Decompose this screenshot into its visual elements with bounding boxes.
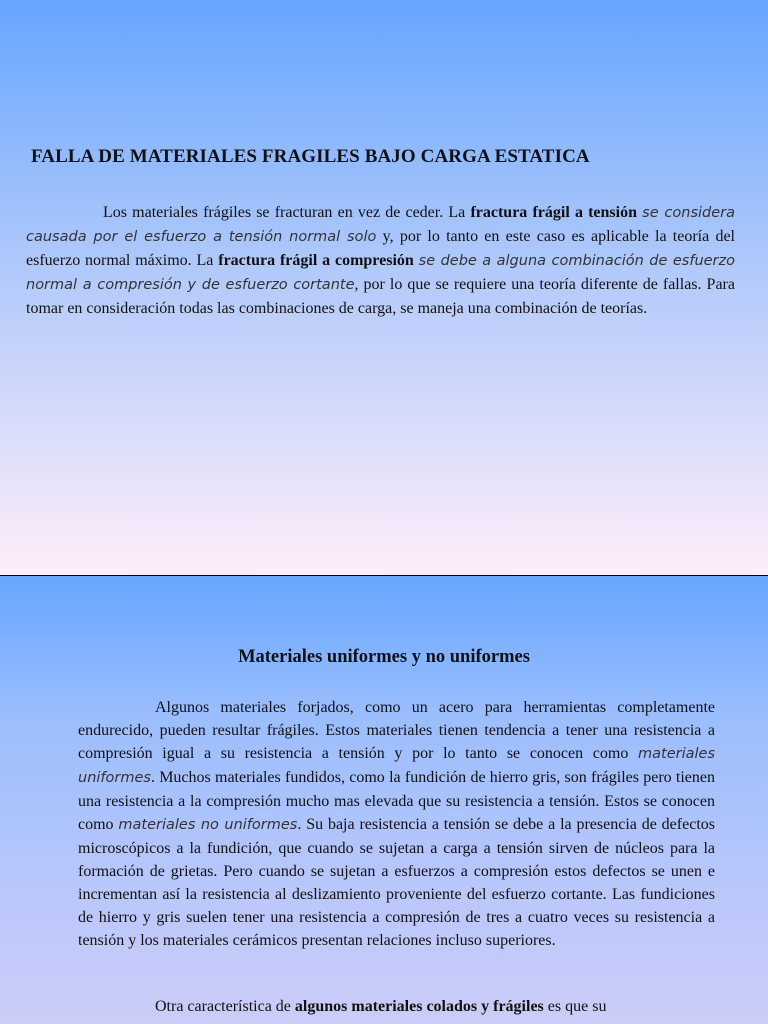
slide-1-title: FALLA DE MATERIALES FRAGILES BAJO CARGA ESTATICA [31,146,590,167]
slide-2-paragraph [78,696,715,952]
bold-term-compresion: fractura frágil a compresión [218,252,414,269]
slide-2 [0,576,768,1024]
text-run: , por lo que se requiere una teoría diferente de fallas. Para tomar en consideración todas las combinaciones de carga, se maneja una combinación de teorías. [26,276,735,317]
italic-term: materiales no uniformes [118,817,298,833]
text-run: Otra característica de [155,998,295,1015]
bold-term-tension: fractura frágil a tensión [470,204,637,221]
slide-2-title: Materiales uniformes y no uniformes [238,647,530,667]
text-run: Los materiales frágiles se fracturan en vez de ceder. La [103,204,471,221]
italic-phrase: se considera causada por el esfuerzo a tensión normal solo [26,205,736,245]
italic-term: materiales uniformes [78,746,715,786]
bold-term-colados: algunos materiales colados y frágiles [294,998,544,1015]
text-run: . Muchos materiales fundidos, como la fundición de hierro gris, son frágiles pero tienen una resistencia a la compresión mucho mas elevada que su resistencia a tensión. Estos se conocen como [78,769,715,833]
text-run: . Su baja resistencia a tensión se debe a la presencia de defectos microscópicos a la fundición, que cuando se sujetan a carga a tensión sirven de núcleos para la formación de grietas. Pero cuando se sujetan a esfuerzos a compresión estos defectos se unen e incrementan así la resistencia al deslizamiento proveniente del esfuerzo cortante. Las fundiciones de hierro y gris suelen tener una resistencia a compresión de tres a cuatro veces su resistencia a tensión y los materiales cerámicos presentan relaciones incluso superiores. [78,816,715,949]
italic-phrase: se debe a alguna combinación de esfuerzo normal a compresión y de esfuerzo cortante [26,253,735,293]
text-run: Algunos materiales forjados, como un acero para herramientas completamente endurecido, pueden resultar frágiles. Estos materiales tienen tendencia a tener una resistencia a compresión igual a su resistencia a tensión y por lo tanto se conocen como [78,699,715,762]
text-run: es que su [543,998,607,1015]
text-run: y, por lo tanto en este caso es aplicable la teoría del esfuerzo normal máximo. La [26,228,735,269]
slide-2-paragraph-continued [78,995,715,1018]
slide-1-paragraph [26,201,735,320]
